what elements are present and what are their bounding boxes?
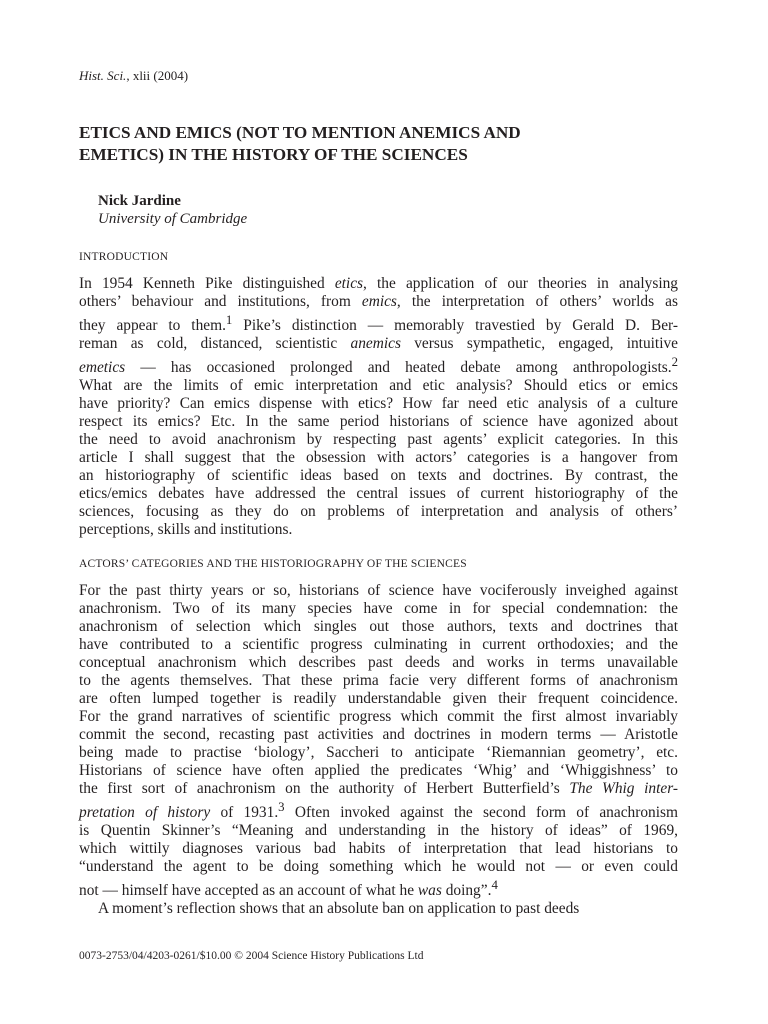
text-line: respect its emics? Etc. In the same period historians of science have agonized about [79,413,678,431]
text-line: article I shall suggest that the obsession with actors’ categories is a hangover from [79,449,678,467]
text-line: commit the second, recasting past activities and doctrines in modern terms — Aristotle [79,726,678,743]
text-line: reman as cold, distanced, scientistic anemics versus sympathetic, engaged, intuitive [79,335,679,353]
author-block [98,192,247,228]
copyright-footer: 0073-2753/04/4203-0261/$10.00 © 2004 Science History Publications Ltd [79,950,424,962]
section-heading-actors-categories: ACTORS’ CATEGORIES AND THE HISTORIOGRAPHY OF THE SCIENCES [79,558,467,570]
introduction-paragraph [79,275,678,539]
text-line: others’ behaviour and institutions, from emics, the interpretation of others’ worlds as [79,293,678,310]
running-header [79,68,188,84]
text-line: emetics — has occasioned prolonged and heated debate among anthropologists.$^2$ [79,355,678,377]
text-line: conceptual anachronism which describes past deeds and works in terms unavailable [79,654,678,671]
author-name: Nick Jardine [98,193,181,209]
text-line: have contributed to a scientific progress culminating in current orthodoxies; and the [79,636,678,653]
text-line: are often lumped together is readily understandable given their frequent coincidence. [79,690,678,707]
text-line: to the agents themselves. That these prima facie very different forms of anachronism [79,672,678,689]
text-line: the need to avoid anachronism by respecting past agents’ explicit categories. In this [79,431,678,449]
text-line: perceptions, skills and institutions. [79,521,293,539]
text-line: pretation of history of 1931.$^3$ Often invoked against the second form of anachronism [79,800,678,822]
text-line: they appear to them.$^1$ Pike’s distinction — memorably travestied by Gerald D. Ber- [79,313,678,335]
article-title [79,122,679,166]
text-line: For the grand narratives of scientific progress which commit the first almost invariably [79,708,678,725]
article-title-line-1: ETICS AND EMICS (NOT TO MENTION ANEMICS AND [79,123,521,142]
text-line: anachronism. Two of its many species have come in for special condemnation: the [79,600,678,617]
journal-abbrev: Hist. Sci. [79,68,127,83]
text-line: For the past thirty years or so, historians of science have vociferously inveighed against [79,582,678,599]
text-line: anachronism of selection which singles out those authors, texts and doctrines that [79,618,678,635]
text-line: have priority? Can emics dispense with etics? How far need etic analysis of a culture [79,395,678,413]
text-line: In 1954 Kenneth Pike distinguished etics, the application of our theories in analysing [79,275,678,292]
text-line: “understand the agent to be doing something which he would not — or even could [79,858,678,876]
text-line: What are the limits of emic interpretation and etic analysis? Should etics or emics [79,377,678,395]
text-line: Historians of science have often applied the predicates ‘Whig’ and ‘Whiggishness’ to [79,762,678,779]
volume-year: , xlii (2004) [126,68,189,83]
text-line: sciences, focusing as they do on problems of interpretation and analysis of others’ [79,503,678,521]
section-heading-introduction: INTRODUCTION [79,251,169,263]
text-line: etics/emics debates have addressed the central issues of current historiography of the [79,485,678,503]
text-line: the first sort of anachronism on the authority of Herbert Butterfield’s The Whig inter- [79,780,678,797]
text-line: A moment’s reflection shows that an absolute ban on application to past deeds [98,900,580,918]
text-line: not — himself have accepted as an account of what he was doing”.$^4$ [79,878,498,900]
text-line: an historiography of scientific ideas based on texts and doctrines. By contrast, the [79,467,678,485]
article-title-line-2: EMETICS) IN THE HISTORY OF THE SCIENCES [79,145,468,164]
author-affiliation: University of Cambridge [98,211,248,227]
text-line: being made to practise ‘biology’, Saccheri to anticipate ‘Riemannian geometry’, etc. [79,744,678,761]
actors-categories-paragraph [79,582,678,918]
text-line: which wittily diagnoses various bad habits of interpretation that lead historians to [79,840,678,858]
text-line: is Quentin Skinner’s “Meaning and understanding in the history of ideas” of 1969, [79,822,678,840]
